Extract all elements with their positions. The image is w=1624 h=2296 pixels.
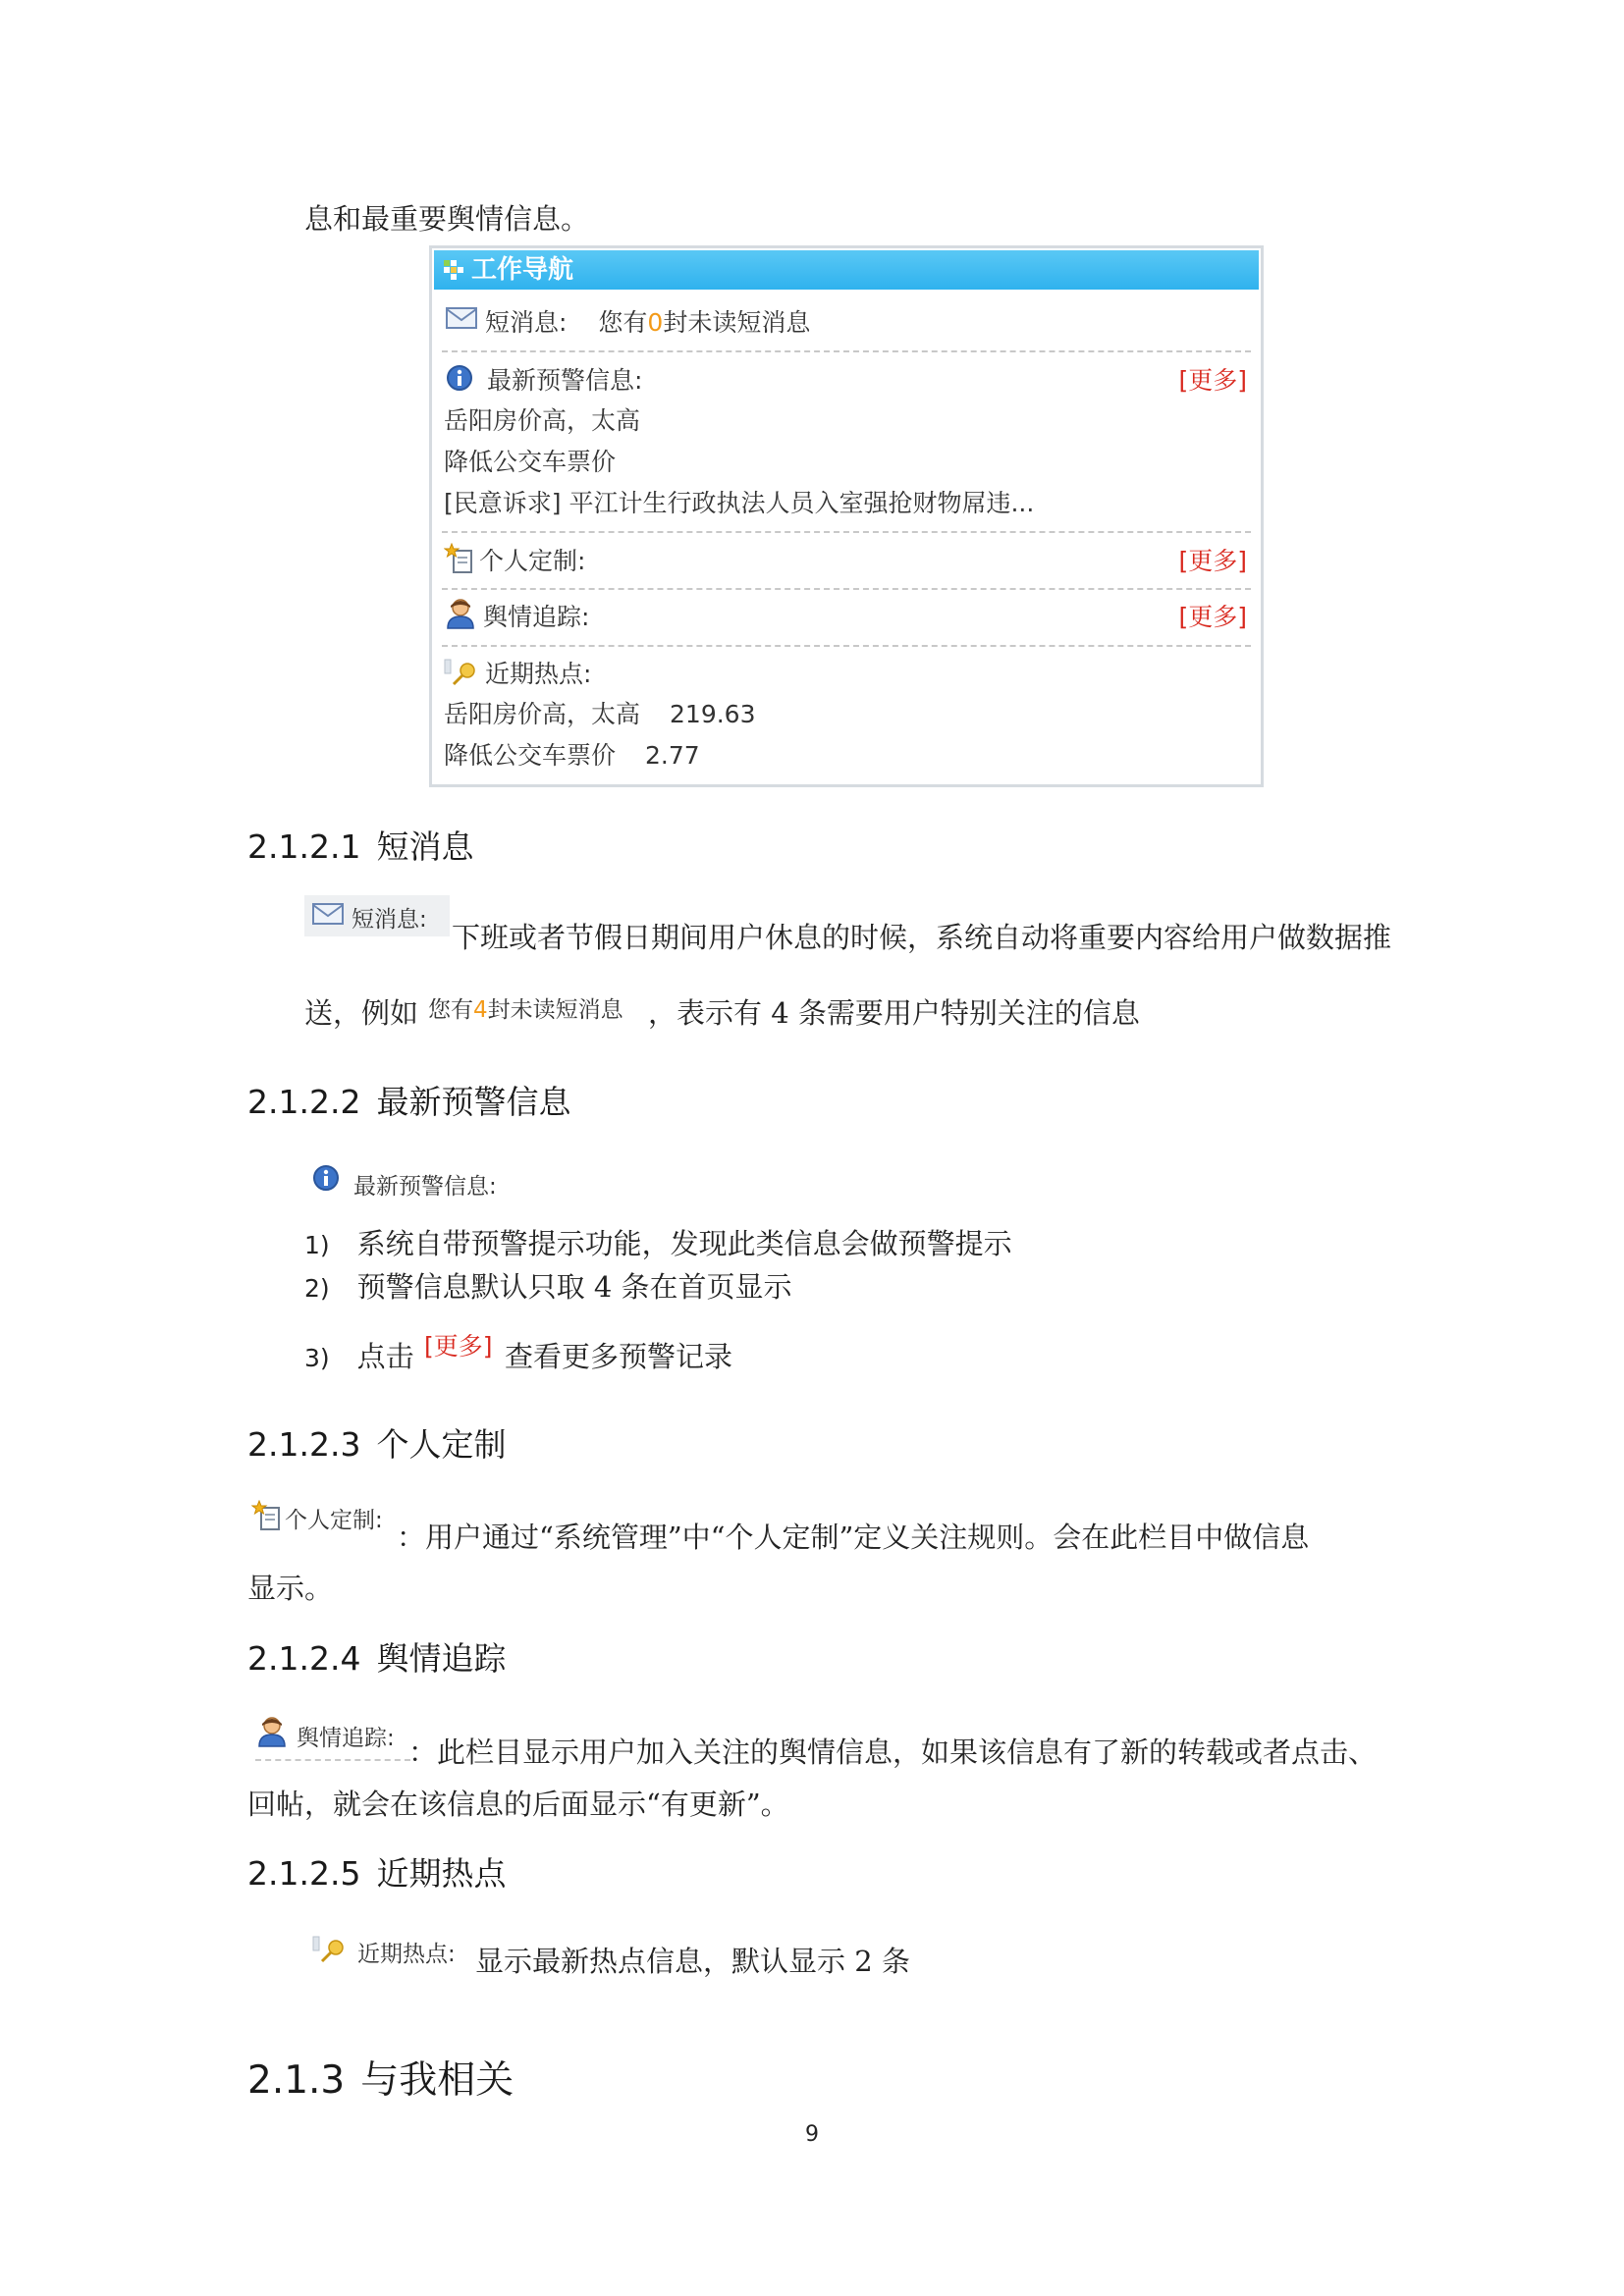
intro-text: 息和最重要舆情信息。: [304, 202, 590, 236]
sms-prefix: 您有: [598, 308, 648, 337]
hot-item[interactable]: [444, 695, 1249, 730]
grid-icon: [444, 260, 463, 280]
custom-chip-label: 个人定制:: [285, 1508, 383, 1533]
section-heading: [247, 1633, 506, 1680]
tracking-desc-line1: ：此栏目显示用户加入关注的舆情信息，如果该信息有了新的转载或者点击、: [408, 1735, 1378, 1769]
sms-chip: [304, 895, 450, 936]
sms-desc-line2b: ，表示有 4 条需要用户特别关注的信息: [648, 996, 1140, 1030]
document-star-icon: [444, 543, 475, 574]
section-number: 2.1.2.2: [247, 1083, 361, 1121]
info-icon: [312, 1164, 340, 1192]
divider: [255, 1759, 410, 1761]
envelope-icon: [446, 307, 477, 329]
section-number: 2.1.2.1: [247, 828, 361, 866]
list-item: [304, 1337, 414, 1378]
hot-item[interactable]: [444, 736, 1249, 772]
section-number: 2.1.2.3: [247, 1425, 361, 1464]
section-title: 舆情追踪: [376, 1639, 507, 1678]
warning-chip-label: 最新预警信息:: [353, 1174, 497, 1200]
divider: [442, 588, 1251, 590]
list-number: 1): [304, 1231, 330, 1259]
list-text: 系统自带预警提示功能，发现此类信息会做预警提示: [356, 1227, 1012, 1260]
sms-desc-line2a: 送，例如: [304, 996, 419, 1030]
document-star-icon: [251, 1500, 283, 1531]
section-title: 个人定制: [376, 1425, 507, 1464]
list-number: 2): [304, 1274, 330, 1303]
chip-suffix: 封未读短消息: [487, 997, 623, 1023]
list-text: 查看更多预警记录: [505, 1340, 733, 1373]
warning-label: 最新预警信息:: [487, 366, 643, 395]
hot-label: 近期热点:: [485, 660, 592, 688]
info-icon: [446, 364, 473, 392]
user-icon: [257, 1716, 287, 1747]
panel-title: 工作导航: [471, 255, 574, 285]
section-heading: [247, 1419, 506, 1466]
panel-header: [434, 250, 1259, 290]
divider: [442, 531, 1251, 533]
list-text: 点击: [356, 1340, 414, 1373]
section-title: 与我相关: [360, 2058, 514, 2103]
sms-suffix: 封未读短消息: [663, 308, 811, 337]
section-title: 短消息: [376, 828, 474, 866]
sms-row: [485, 303, 1249, 339]
section-heading: [247, 1077, 570, 1123]
list-text: 预警信息默认只取 4 条在首页显示: [356, 1270, 792, 1304]
warning-item[interactable]: 降低公交车票价: [444, 448, 617, 476]
divider: [442, 645, 1251, 647]
sms-count: 0: [647, 308, 664, 337]
warning-item[interactable]: 岳阳房价高，太高: [444, 406, 641, 435]
chip-prefix: 您有: [428, 997, 473, 1023]
list-item: [304, 1224, 1012, 1265]
user-icon: [446, 598, 475, 629]
section-heading: [247, 1848, 506, 1895]
divider: [442, 350, 1251, 352]
tracking-more-link[interactable]: [更多]: [1178, 603, 1247, 631]
section-title: 近期热点: [376, 1854, 507, 1893]
sms-chip-label: 短消息:: [352, 907, 427, 933]
hot-chip-label: 近期热点:: [357, 1942, 456, 1967]
hot-key-icon: [444, 659, 477, 686]
sms-desc-line1: 下班或者节假日期间用户休息的时候，系统自动将重要内容给用户做数据推: [452, 921, 1392, 954]
section-heading: [247, 2050, 514, 2105]
section-number: 2.1.3: [247, 2058, 346, 2103]
custom-label: 个人定制:: [479, 547, 586, 575]
inline-more-link[interactable]: [更多]: [424, 1332, 493, 1361]
chip-count: 4: [473, 997, 488, 1023]
sms-label: 短消息:: [485, 308, 568, 337]
custom-more-link[interactable]: [更多]: [1178, 547, 1247, 575]
hot-item-value: 2.77: [645, 741, 700, 770]
hot-key-icon: [312, 1936, 346, 1963]
warning-more-link[interactable]: [更多]: [1178, 366, 1247, 395]
hot-item-title: 降低公交车票价: [444, 741, 617, 770]
warning-item[interactable]: [民意诉求] 平江计生行政执法人员入室强抢财物屌违...: [444, 489, 1035, 517]
list-number: 3): [304, 1344, 330, 1372]
list-item: [304, 1267, 792, 1308]
section-heading: [247, 822, 473, 868]
envelope-icon: [312, 903, 344, 925]
section-number: 2.1.2.4: [247, 1639, 361, 1678]
hot-item-title: 岳阳房价高，太高: [444, 700, 641, 728]
custom-desc-line1: ：用户通过“系统管理”中“个人定制”定义关注规则。会在此栏目中做信息: [397, 1521, 1310, 1554]
page-number: 9: [805, 2122, 819, 2147]
tracking-chip-label: 舆情追踪:: [297, 1726, 395, 1751]
work-navigation-panel: [429, 245, 1264, 787]
sms-count-chip: [428, 991, 623, 1024]
hot-desc-line1: 显示最新热点信息，默认显示 2 条: [475, 1945, 910, 1978]
tracking-desc-line2: 回帖，就会在该信息的后面显示“有更新”。: [247, 1788, 789, 1821]
section-title: 最新预警信息: [376, 1083, 571, 1121]
custom-desc-line2: 显示。: [247, 1572, 334, 1605]
hot-item-value: 219.63: [670, 700, 756, 728]
section-number: 2.1.2.5: [247, 1854, 361, 1893]
tracking-label: 舆情追踪:: [483, 603, 590, 631]
